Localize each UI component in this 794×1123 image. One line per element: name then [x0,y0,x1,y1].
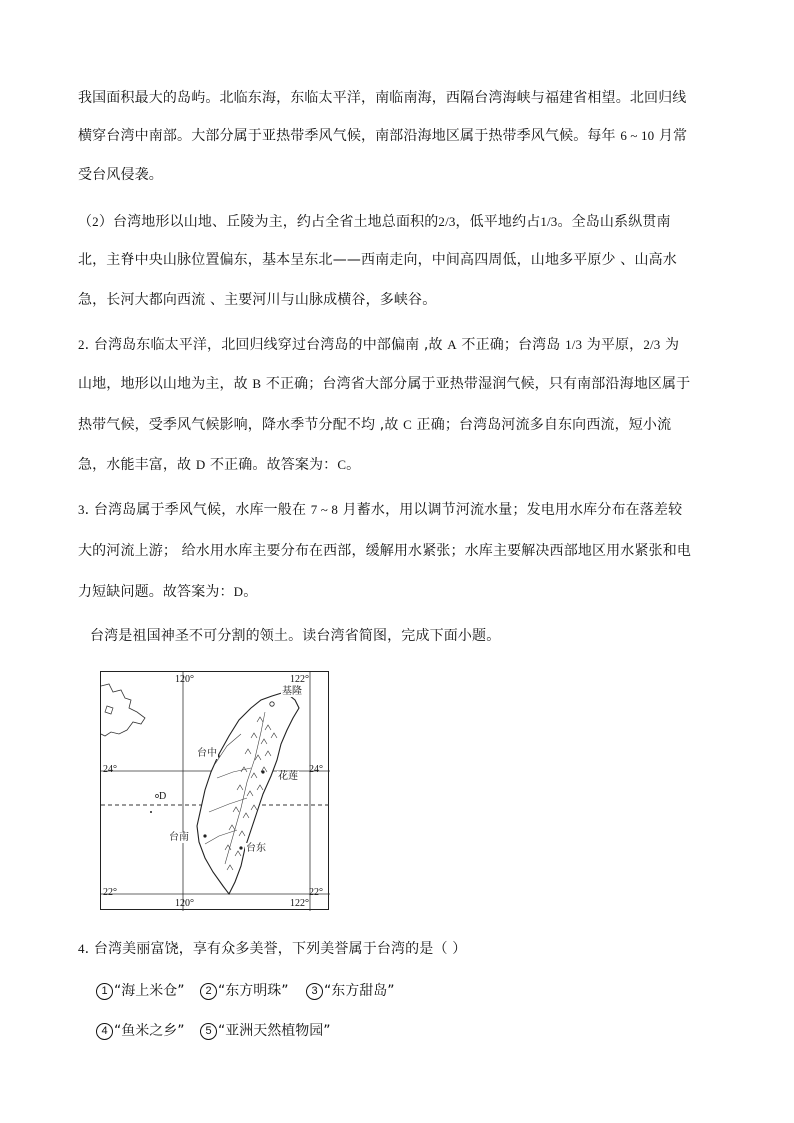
hualien-label: 花莲 [278,771,298,782]
question-4-stem: 4. 台湾美丽富饶，享有众多美誉，下列美誉属于台湾的是（ ） [78,941,467,957]
answer-2-line-2: 山地，地形以山地为主，故 B 不正确；台湾省大部分属于亚热带湿润气候，只有南部沿海地区属于 [78,376,691,392]
taichung-label: 台中 [197,748,217,759]
explanation-line-3: 受台风侵袭。 [78,167,163,183]
taiwan-map-drawing [101,672,330,911]
answer-3-line-2: 大的河流上游； 给水用水库主要分布在西部，缓解用水紧张；水库主要解决西部地区用水紧张和电 [78,543,692,559]
explanation-line-6: 急，长河大都向西流 、主要河川与山脉成横谷，多峡谷。 [78,292,437,308]
option-2: 2 “东方明珠” [200,981,289,1001]
explanation-line-2: 横穿台湾中南部。大部分属于亚热带季风气候，南部沿海地区属于热带季风气候。每年 6 ~ 10 月常 [78,128,688,144]
option-5: 5 “亚洲天然植物园” [200,1021,331,1041]
lon-122-bottom-label: 122° [290,898,309,909]
penghu-label: D [159,791,167,802]
option-3: 3 “东方甜岛” [306,981,395,1001]
explanation-point-2: （2）台湾地形以山地、丘陵为主，约占全省土地总面积的2/3，低平地约占1/3。全岛山系纵贯南 [78,214,671,230]
tainan-marker [203,834,206,837]
question-intro: 台湾是祖国神圣不可分割的领土。读台湾省简图，完成下面小题。 [90,628,501,644]
lon-122-top-label: 122° [290,674,309,685]
small-island-dot [150,811,152,813]
mainland-coastline [101,684,145,736]
answer-2-line-1: 2. 台湾岛东临太平洋，北回归线穿过台湾岛的中部偏南 ,故 A 不正确；台湾岛 1/3 为平原，2/3 为 [78,337,680,353]
tainan-label: 台南 [169,832,189,843]
taiwan-island-outline [197,692,299,894]
answer-2-line-3: 热带气候，受季风气候影响，降水季节分配不均 ,故 C 正确；台湾岛河流多自东向西流，短小流 [78,417,672,433]
taiwan-map [100,671,329,910]
lon-120-top-label: 120° [175,674,194,685]
explanation-line-1: 我国面积最大的岛屿。北临东海，东临太平洋，南临南海，西隔台湾海峡与福建省相望。北回归线 [78,90,687,106]
option-4: 4 “鱼米之乡” [96,1021,185,1041]
lat-22-right-label: 22° [309,887,323,898]
taitung-label: 台东 [246,843,266,854]
option-1: 1 “海上米仓” [96,981,185,1001]
option-3-marker: 3 [306,983,323,1000]
lat-24-right-label: 24° [309,764,323,775]
hualien-marker [261,770,264,773]
lon-120-bottom-label: 120° [175,898,194,909]
explanation-line-5: 北，主脊中央山脉位置偏东，基本呈东北——西南走向，中间高四周低，山地多平原少 、山高水 [78,252,677,268]
lat-24-left-label: 24° [103,764,117,775]
option-1-marker: 1 [96,983,113,1000]
lat-22-left-label: 22° [103,887,117,898]
option-5-marker: 5 [200,1023,217,1040]
answer-2-line-4: 急，水能丰富，故 D 不正确。故答案为：C。 [78,457,361,473]
answer-3-line-3: 力短缺问题。故答案为：D。 [78,584,258,600]
coastal-island [105,706,113,714]
keelung-label: 基隆 [282,686,302,697]
answer-3-line-1: 3. 台湾岛属于季风气候，水库一般在 7 ~ 8 月蓄水，用以调节河流水量；发电用水库分布在落差较 [78,502,683,518]
option-2-marker: 2 [200,983,217,1000]
option-4-marker: 4 [96,1023,113,1040]
taitung-marker [239,846,242,849]
